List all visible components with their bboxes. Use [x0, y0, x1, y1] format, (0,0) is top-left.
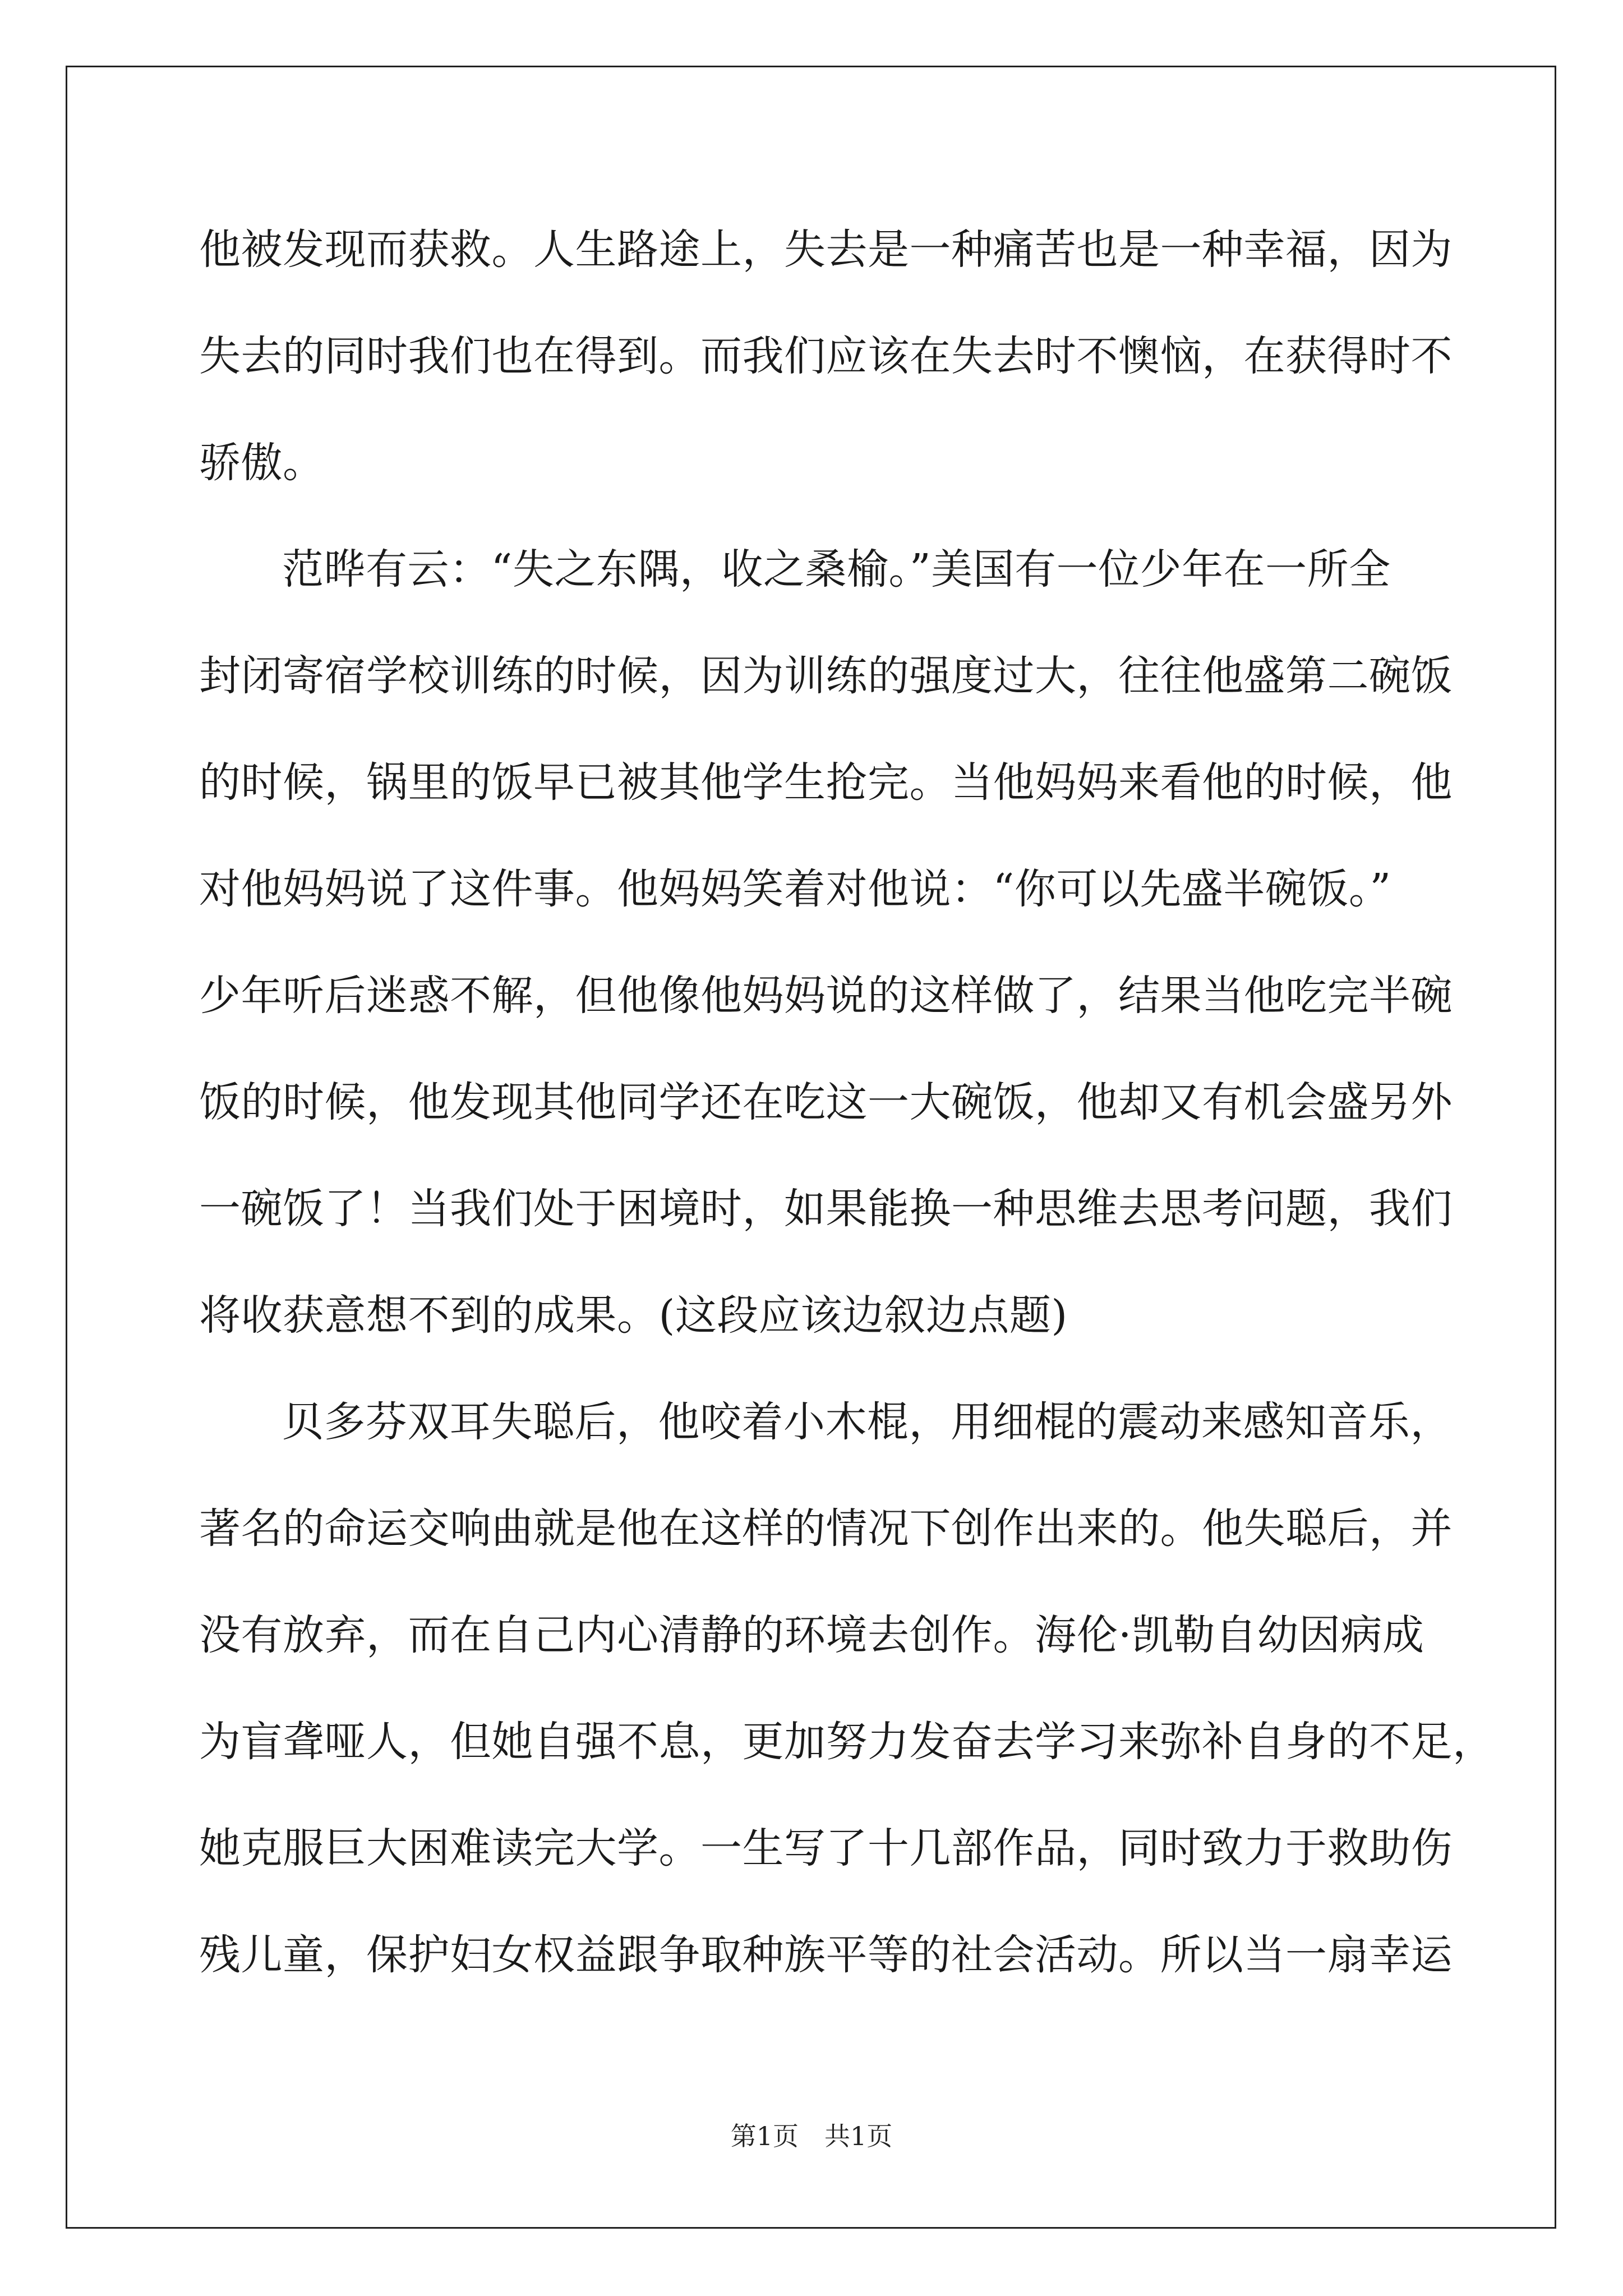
- text-line-7: 对他妈妈说了这件事。他妈妈笑着对他说：“你可以先盛半碗饭。”: [199, 865, 1391, 913]
- text-line-1: 他被发现而获救。人生路途上，失去是一种痛苦也是一种幸福，因为: [199, 226, 1453, 274]
- text-line-4: 范晔有云：“失之东隅，收之桑榆。”美国有一位少年在一所全: [282, 545, 1391, 593]
- text-line-16: 她克服巨大困难读完大学。一生写了十几部作品，同时致力于救助伤: [199, 1824, 1453, 1872]
- text-line-10: 一碗饭了！当我们处于困境时，如果能换一种思维去思考问题，我们: [199, 1185, 1453, 1233]
- text-line-14: 没有放弃，而在自己内心清静的环境去创作。海伦·凯勒自幼因病成: [199, 1611, 1424, 1659]
- text-line-17: 残儿童，保护妇女权益跟争取种族平等的社会活动。所以当一扇幸运: [199, 1931, 1453, 1979]
- page-total: 共1页: [824, 2121, 893, 2151]
- page-number: 第1页: [730, 2121, 799, 2151]
- page-footer: [0, 2119, 1623, 2153]
- text-line-6: 的时候，锅里的饭早已被其他学生抢完。当他妈妈来看他的时候，他: [199, 758, 1453, 807]
- text-line-15: 为盲聋哑人，但她自强不息，更加努力发奋去学习来弥补自身的不足，: [199, 1718, 1495, 1766]
- text-line-8: 少年听后迷惑不解，但他像他妈妈说的这样做了，结果当他吃完半碗: [199, 972, 1453, 1020]
- document-body: [199, 216, 1495, 2028]
- text-line-13: 著名的命运交响曲就是他在这样的情况下创作出来的。他失聪后，并: [199, 1504, 1453, 1553]
- text-line-5: 封闭寄宿学校训练的时候，因为训练的强度过大，往往他盛第二碗饭: [199, 652, 1453, 700]
- text-line-12: 贝多芬双耳失聪后，他咬着小木棍，用细棍的震动来感知音乐，: [282, 1398, 1452, 1446]
- text-line-11: 将收获意想不到的成果。(这段应该边叙边点题): [199, 1291, 1068, 1340]
- text-line-3: 骄傲。: [199, 439, 325, 487]
- text-line-9: 饭的时候，他发现其他同学还在吃这一大碗饭，他却又有机会盛另外: [199, 1078, 1453, 1126]
- text-line-2: 失去的同时我们也在得到。而我们应该在失去时不懊恼，在获得时不: [199, 332, 1453, 380]
